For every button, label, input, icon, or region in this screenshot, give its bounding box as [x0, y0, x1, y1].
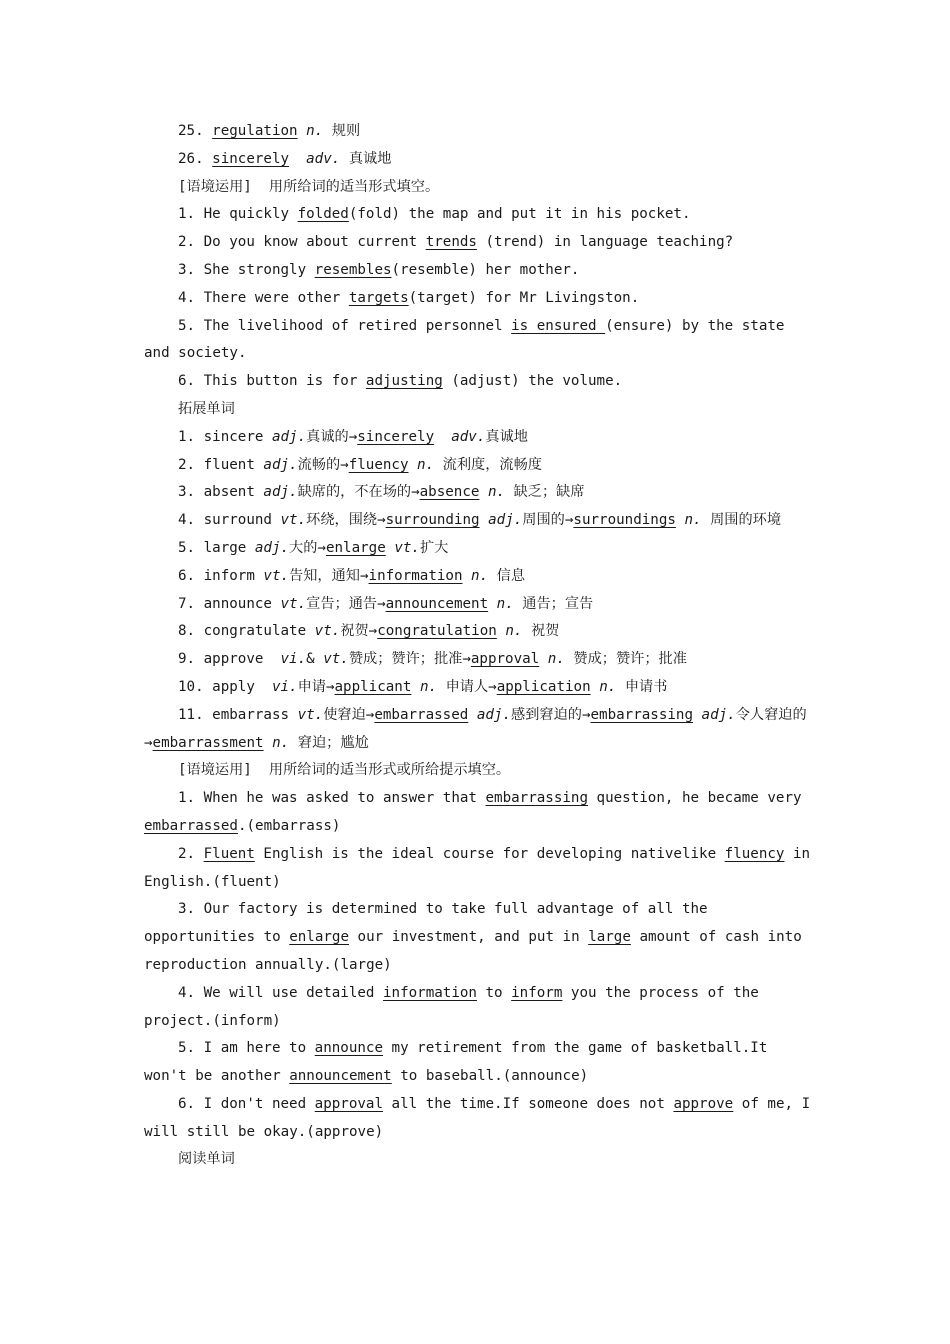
text-segment: 3. absent	[178, 484, 264, 501]
text-line	[144, 563, 812, 591]
part-of-speech: adj.	[701, 706, 736, 723]
text-line	[144, 174, 812, 202]
part-of-speech: adv.	[451, 428, 486, 445]
text-segment: 4. We will use detailed	[178, 984, 383, 1001]
answer-blank: enlarge	[289, 929, 350, 946]
answer-blank: enlarge	[325, 539, 386, 556]
text-segment	[468, 707, 477, 723]
text-segment: 扩大	[419, 539, 449, 556]
answer-blank: announcement	[289, 1068, 392, 1085]
text-line	[144, 118, 812, 146]
answer-blank: regulation	[212, 123, 298, 139]
text-segment: 6. This button is for	[178, 373, 366, 390]
text-segment: 真诚的→	[306, 428, 358, 445]
text-segment: (trend) in language teaching?	[476, 234, 734, 251]
text-line	[144, 1091, 819, 1147]
text-segment: 2. Do you know about current	[178, 234, 426, 251]
text-segment: 26.	[178, 150, 213, 167]
text-segment: you the process of the project.(inform)	[144, 984, 768, 1029]
text-line	[144, 591, 812, 619]
answer-blank: absence	[419, 484, 480, 501]
part-of-speech: adj.	[476, 706, 512, 723]
answer-blank: information	[383, 984, 477, 1001]
text-line	[144, 285, 812, 313]
text-segment: 4. surround	[178, 512, 281, 529]
part-of-speech: adj.	[488, 512, 523, 529]
text-line	[144, 1146, 812, 1174]
part-of-speech: vt.	[394, 539, 420, 556]
text-segment	[463, 568, 472, 584]
text-segment	[264, 735, 273, 751]
text-segment: 1. He quickly	[178, 206, 298, 223]
part-of-speech: n.	[306, 123, 324, 139]
answer-blank: announce	[314, 1040, 384, 1057]
text-segment: 缺席的，不在场的→	[297, 484, 420, 501]
text-segment: 感到窘迫的→	[511, 706, 591, 723]
answer-blank: targets	[348, 289, 409, 306]
text-line	[144, 424, 812, 452]
answer-blank: approval	[470, 651, 540, 668]
text-segment: 窘迫；尴尬	[289, 734, 369, 751]
text-segment: (fold) the map and put it in his pocket.	[348, 206, 691, 223]
text-segment: 令人窘迫的→	[144, 706, 807, 751]
part-of-speech: n.	[272, 734, 290, 751]
part-of-speech: vi.	[280, 651, 307, 668]
part-of-speech: vt.	[280, 512, 307, 529]
text-line	[144, 535, 812, 563]
text-line	[144, 507, 812, 535]
answer-blank: fluency	[724, 845, 785, 862]
text-segment: 6. I don't need	[178, 1095, 315, 1112]
part-of-speech: n.	[684, 512, 702, 529]
answer-blank: surroundings	[573, 512, 676, 529]
text-line	[144, 896, 812, 979]
answer-blank: fluency	[348, 456, 409, 473]
text-segment: 周围的→	[522, 512, 574, 529]
answer-blank: approve	[673, 1095, 734, 1112]
text-segment: 缺乏；缺席	[505, 484, 585, 501]
part-of-speech: n.	[496, 595, 514, 612]
text-segment: 1. sincere	[178, 428, 272, 445]
text-segment: 流畅的→	[297, 456, 349, 473]
text-segment	[434, 429, 451, 445]
part-of-speech: vt.	[314, 623, 341, 640]
answer-blank: information	[368, 567, 463, 584]
text-segment: of me, I will still be okay.(approve)	[144, 1095, 819, 1140]
text-segment: 5. large	[178, 539, 255, 556]
answer-blank: application	[496, 678, 591, 695]
text-line	[144, 201, 812, 229]
text-segment: 赞成；赞许；批准	[564, 651, 687, 668]
answer-blank: large	[588, 929, 631, 946]
part-of-speech: vt.	[297, 706, 324, 723]
text-segment	[488, 596, 497, 612]
text-segment: (adjust) the volume.	[442, 373, 623, 390]
text-segment: 申请人→	[437, 678, 497, 695]
text-segment: 申请书	[616, 678, 668, 695]
text-segment: 6. inform	[178, 567, 264, 584]
text-segment: to baseball.(announce)	[391, 1068, 589, 1085]
text-segment: my retirement from the game of basketball.It won't be another	[144, 1040, 776, 1085]
text-line	[144, 702, 812, 758]
answer-blank: sincerely	[357, 428, 435, 445]
text-segment: 11. embarrass	[178, 706, 298, 723]
text-segment: question, he became very	[588, 790, 811, 807]
text-segment: 2.	[178, 845, 204, 862]
text-segment	[409, 457, 418, 473]
part-of-speech: n.	[471, 567, 489, 584]
text-segment: 规则	[323, 123, 361, 139]
text-segment: 3. Our factory is determined to take full advantage of all the opportunities to	[144, 901, 717, 946]
part-of-speech: n.	[599, 678, 617, 695]
answer-blank: Fluent	[203, 845, 255, 862]
text-line	[144, 368, 812, 396]
text-line	[144, 479, 812, 507]
text-segment: 祝贺	[522, 623, 560, 640]
answer-blank: applicant	[334, 678, 412, 695]
text-segment: amount of cash into reproduction annually.(large)	[144, 929, 811, 973]
text-segment: [语境运用] 用所给词的适当形式填空。	[178, 178, 440, 195]
text-segment: 8. congratulate	[178, 623, 315, 640]
answer-blank: announcement	[385, 595, 489, 612]
text-segment: 9. approve	[178, 651, 281, 668]
text-segment	[480, 512, 489, 528]
text-line	[144, 146, 812, 174]
text-segment: 信息	[488, 567, 526, 584]
text-segment: our investment, and put in	[349, 929, 589, 946]
part-of-speech: adj.	[263, 456, 298, 473]
text-segment: 周围的环境	[701, 512, 782, 529]
text-segment	[411, 679, 420, 695]
text-segment: (resemble) her mother.	[391, 261, 580, 278]
text-segment: all the time.If someone does not	[383, 1095, 674, 1112]
text-segment: .(embarrass)	[237, 817, 341, 834]
text-line	[144, 452, 812, 480]
text-segment: 4. There were other	[178, 289, 349, 306]
part-of-speech: adv.	[306, 150, 341, 167]
text-line	[144, 757, 812, 785]
text-segment	[298, 123, 307, 139]
answer-blank: congratulation	[377, 623, 497, 640]
answer-blank: folded	[297, 206, 349, 223]
answer-blank: embarrassment	[152, 734, 264, 751]
document-body	[144, 118, 819, 1174]
text-line	[144, 1035, 812, 1091]
part-of-speech: n.	[505, 623, 523, 640]
part-of-speech: n.	[487, 484, 506, 501]
text-segment: 2. fluent	[178, 456, 264, 473]
text-segment	[289, 151, 306, 167]
part-of-speech: n.	[547, 651, 565, 668]
text-segment: 告知，通知→	[289, 567, 369, 584]
text-line	[144, 229, 812, 257]
text-segment: 真诚地	[485, 428, 528, 445]
text-line	[144, 674, 812, 702]
part-of-speech: n.	[419, 678, 438, 695]
text-segment: 真诚地	[340, 150, 392, 167]
part-of-speech: vt.	[280, 595, 307, 612]
text-segment: in English.(fluent)	[144, 845, 819, 890]
text-segment: 宣告；通告→	[306, 595, 386, 612]
text-segment	[539, 651, 548, 667]
answer-blank: approval	[314, 1095, 384, 1112]
text-line	[144, 646, 812, 674]
text-segment: 祝贺→	[340, 623, 378, 640]
text-segment: 使窘迫→	[323, 706, 375, 723]
text-line	[144, 257, 812, 285]
text-segment: 1. When he was asked to answer that	[178, 790, 486, 807]
text-line	[144, 841, 819, 897]
text-line	[144, 396, 812, 424]
text-segment	[693, 707, 702, 723]
part-of-speech: vi.	[271, 678, 298, 695]
text-segment	[479, 484, 488, 500]
part-of-speech: n.	[417, 456, 435, 473]
text-segment: 赞成；赞许；批准→	[348, 651, 471, 668]
text-segment: to	[476, 984, 512, 1001]
text-segment: &	[306, 651, 324, 668]
answer-blank: is ensured	[511, 317, 606, 334]
text-segment: 通告；宣告	[513, 595, 594, 612]
text-line	[144, 618, 812, 646]
text-segment: (ensure) by the state and society.	[144, 317, 794, 362]
text-segment: [语境运用] 用所给词的适当形式或所给提示填空。	[178, 762, 511, 779]
text-segment: 5. I am here to	[178, 1040, 315, 1057]
answer-blank: embarrassing	[485, 790, 588, 807]
answer-blank: adjusting	[365, 373, 443, 390]
answer-blank: trends	[425, 234, 477, 251]
text-line	[144, 785, 812, 841]
text-segment: 10. apply	[178, 678, 272, 695]
text-segment: 7. announce	[178, 595, 281, 612]
part-of-speech: vt.	[263, 567, 290, 584]
answer-blank: sincerely	[212, 150, 290, 167]
answer-blank: embarrassing	[590, 706, 693, 723]
text-segment: 环绕，围绕→	[306, 512, 386, 529]
text-segment: 申请→	[297, 678, 335, 695]
text-line	[144, 980, 812, 1036]
text-segment: (target) for Mr Livingston.	[408, 289, 640, 306]
text-segment: 大的→	[289, 539, 326, 556]
part-of-speech: adj.	[271, 428, 307, 445]
text-segment: 5. The livelihood of retired personnel	[178, 317, 512, 334]
answer-blank: resembles	[314, 261, 392, 278]
text-segment: 流利度，流畅度	[434, 456, 542, 473]
text-segment: 25.	[178, 123, 213, 139]
answer-blank: inform	[511, 984, 563, 1001]
text-segment: 3. She strongly	[178, 261, 315, 278]
text-segment: 拓展单词	[178, 400, 235, 417]
part-of-speech: vt.	[323, 651, 349, 668]
part-of-speech: adj.	[254, 539, 290, 556]
answer-blank: embarrassed	[374, 706, 469, 723]
text-segment	[591, 679, 600, 695]
answer-blank: surrounding	[385, 512, 480, 529]
text-line	[144, 313, 812, 369]
answer-blank: embarrassed	[144, 817, 238, 834]
text-segment: English is the ideal course for developing nativelike	[254, 845, 725, 862]
text-segment: 阅读单词	[178, 1151, 235, 1168]
part-of-speech: adj.	[263, 484, 298, 501]
